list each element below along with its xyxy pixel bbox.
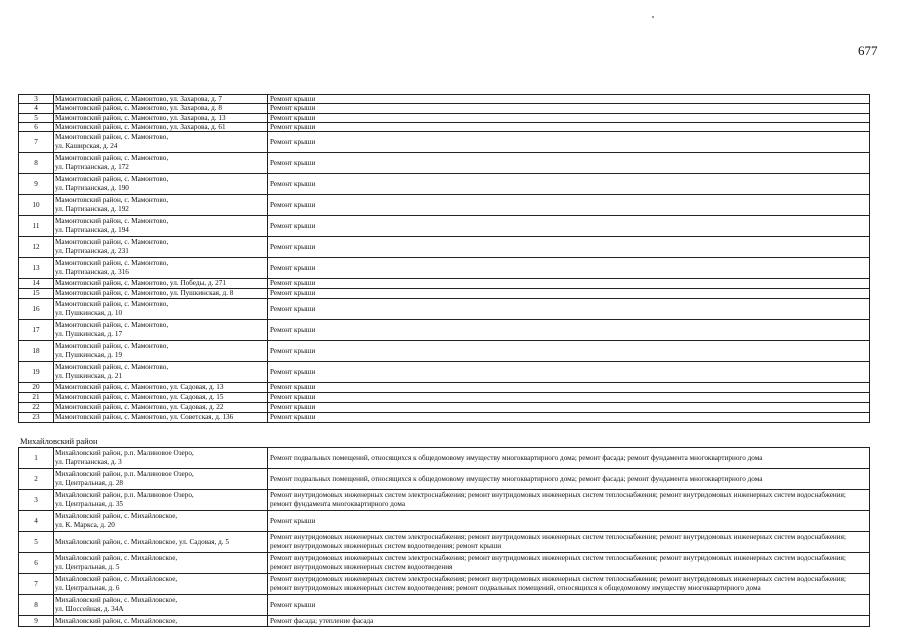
work-type-cell: Ремонт крыши bbox=[270, 179, 316, 188]
work-type-cell: Ремонт крыши bbox=[270, 263, 316, 272]
table-row bbox=[18, 341, 870, 362]
table-row bbox=[18, 289, 870, 299]
row-number: 20 bbox=[19, 383, 54, 392]
address-cell: Михайловский район, с. Михайловское, ул. Шоссейная, д. 34А bbox=[54, 595, 268, 615]
row-number: 18 bbox=[19, 341, 54, 361]
row-number: 19 bbox=[19, 362, 54, 382]
address-cell: Мамонтовский район, с. Мамонтово, ул. Каширская, д. 24 bbox=[54, 132, 268, 152]
work-type-cell: Ремонт внутридомовых инженерных систем электроснабжения; ремонт внутридомовых инженерных систем теплоснабжения; ремонт внутридомовых инженерных систем водоснабжения; ремонт фундамента многоквартирного дома bbox=[270, 491, 846, 508]
row-number: 2 bbox=[19, 469, 54, 489]
work-type-cell: Ремонт крыши bbox=[270, 600, 316, 609]
work-type-cell: Ремонт крыши bbox=[270, 123, 316, 131]
work-type-cell: Ремонт подвальных помещений, относящихся к общедомовому имуществу многоквартирного дома; ремонт фасада; ремонт фундамента многоквартирного дома bbox=[270, 474, 763, 483]
row-number: 15 bbox=[19, 289, 54, 298]
table-row bbox=[18, 532, 870, 553]
table-row bbox=[18, 403, 870, 413]
work-type-cell: Ремонт внутридомовых инженерных систем электроснабжения; ремонт внутридомовых инженерных систем теплоснабжения; ремонт внутридомовых инженерных систем водоснабжения; ремонт внутридомовых инженерных систем водоотведения bbox=[270, 554, 846, 571]
table-row bbox=[18, 574, 870, 595]
table-row bbox=[18, 195, 870, 216]
address-cell: Михайловский район, с. Михайловское, ул. Центральная, д. 5 bbox=[54, 553, 268, 573]
row-number: 12 bbox=[19, 237, 54, 257]
address-cell: Мамонтовский район, с. Мамонтово, ул. Захарова, д. 8 bbox=[54, 104, 268, 113]
district-heading-row bbox=[18, 423, 870, 447]
address-cell: Михайловский район, с. Михайловское, bbox=[54, 616, 268, 626]
table-row bbox=[18, 490, 870, 511]
address-cell: Мамонтовский район, с. Мамонтово, ул. Захарова, д. 13 bbox=[54, 114, 268, 122]
table-row bbox=[18, 595, 870, 616]
address-cell: Мамонтовский район, с. Мамонтово, ул. Садовая, д. 22 bbox=[54, 403, 268, 412]
table-row bbox=[18, 153, 870, 174]
table-row bbox=[18, 258, 870, 279]
address-cell: Мамонтовский район, с. Мамонтово, ул. Пушкинская, д. 17 bbox=[54, 320, 268, 340]
table-row bbox=[18, 553, 870, 574]
work-type-cell: Ремонт внутридомовых инженерных систем электроснабжения; ремонт внутридомовых инженерных систем теплоснабжения; ремонт внутридомовых инженерных систем водоснабжения; ремонт внутридомовых инженерных систем водоотведения; ремонт подвальных помещений, относящихся к общедомовому имуществу многоквартирного дома bbox=[270, 575, 846, 592]
row-number: 5 bbox=[19, 532, 54, 552]
table-row bbox=[18, 469, 870, 490]
page-number: 677 bbox=[858, 43, 878, 58]
work-type-cell: Ремонт крыши bbox=[270, 325, 316, 334]
table-row bbox=[18, 174, 870, 195]
work-type-cell: Ремонт крыши bbox=[270, 289, 316, 298]
table-row bbox=[18, 104, 870, 114]
address-cell: Михайловский район, с. Михайловское, ул. К. Маркса, д. 20 bbox=[54, 511, 268, 531]
district-heading: Михайловский район bbox=[20, 436, 98, 446]
row-number: 8 bbox=[19, 153, 54, 173]
address-cell: Мамонтовский район, с. Мамонтово, ул. Партизанская, д. 192 bbox=[54, 195, 268, 215]
repair-table bbox=[18, 94, 870, 627]
work-type-cell: Ремонт крыши bbox=[270, 200, 316, 209]
row-number: 3 bbox=[19, 490, 54, 510]
table-row bbox=[18, 362, 870, 383]
work-type-cell: Ремонт крыши bbox=[270, 304, 316, 313]
table-row bbox=[18, 279, 870, 289]
table-row bbox=[18, 393, 870, 403]
address-cell: Мамонтовский район, с. Мамонтово, ул. Садовая, д. 15 bbox=[54, 393, 268, 402]
table-row bbox=[18, 237, 870, 258]
address-cell: Мамонтовский район, с. Мамонтово, ул. Захарова, д. 7 bbox=[54, 95, 268, 103]
work-type-cell: Ремонт крыши bbox=[270, 403, 316, 412]
table-row bbox=[18, 299, 870, 320]
work-type-cell: Ремонт крыши bbox=[270, 279, 316, 288]
address-cell: Михайловский район, р.п. Малиновое Озеро, ул. Центральная, д. 28 bbox=[54, 469, 268, 489]
row-number: 14 bbox=[19, 279, 54, 288]
row-number: 13 bbox=[19, 258, 54, 278]
table-row bbox=[18, 447, 870, 469]
address-cell: Мамонтовский район, с. Мамонтово, ул. Захарова, д. 61 bbox=[54, 123, 268, 131]
work-type-cell: Ремонт крыши bbox=[270, 158, 316, 167]
work-type-cell: Ремонт крыши bbox=[270, 393, 316, 402]
table-section-mamontovsky bbox=[18, 94, 870, 423]
work-type-cell: Ремонт крыши bbox=[270, 383, 316, 392]
row-number: 9 bbox=[19, 616, 54, 626]
address-cell: Мамонтовский район, с. Мамонтово, ул. Советская, д. 136 bbox=[54, 413, 268, 422]
address-cell: Мамонтовский район, с. Мамонтово, ул. Партизанская, д. 316 bbox=[54, 258, 268, 278]
address-cell: Мамонтовский район, с. Мамонтово, ул. Партизанская, д. 172 bbox=[54, 153, 268, 173]
row-number: 17 bbox=[19, 320, 54, 340]
work-type-cell: Ремонт крыши bbox=[270, 242, 316, 251]
address-cell: Мамонтовский район, с. Мамонтово, ул. Победы, д. 271 bbox=[54, 279, 268, 288]
work-type-cell: Ремонт подвальных помещений, относящихся к общедомовому имуществу многоквартирного дома; ремонт фасада; ремонт фундамента многоквартирного дома bbox=[270, 453, 763, 462]
row-number: 1 bbox=[19, 448, 54, 468]
row-number: 11 bbox=[19, 216, 54, 236]
address-cell: Мамонтовский район, с. Мамонтово, ул. Садовая, д. 13 bbox=[54, 383, 268, 392]
row-number: 6 bbox=[19, 553, 54, 573]
address-cell: Михайловский район, р.п. Малиновое Озеро, ул. Партизанская, д. 3 bbox=[54, 448, 268, 468]
work-type-cell: Ремонт крыши bbox=[270, 221, 316, 230]
work-type-cell: Ремонт крыши bbox=[270, 516, 316, 525]
address-cell: Мамонтовский район, с. Мамонтово, ул. Пушкинская, д. 10 bbox=[54, 299, 268, 319]
row-number: 7 bbox=[19, 132, 54, 152]
work-type-cell: Ремонт крыши bbox=[270, 367, 316, 376]
row-number: 7 bbox=[19, 574, 54, 594]
address-cell: Михайловский район, р.п. Малиновое Озеро, ул. Центральная, д. 35 bbox=[54, 490, 268, 510]
scan-speck bbox=[652, 16, 654, 18]
row-number: 4 bbox=[19, 511, 54, 531]
table-row bbox=[18, 616, 870, 627]
table-row bbox=[18, 94, 870, 104]
address-cell: Мамонтовский район, с. Мамонтово, ул. Пушкинская, д. 8 bbox=[54, 289, 268, 298]
row-number: 21 bbox=[19, 393, 54, 402]
row-number: 5 bbox=[19, 114, 54, 122]
work-type-cell: Ремонт крыши bbox=[270, 114, 316, 122]
address-cell: Михайловский район, с. Михайловское, ул. Садовая, д. 5 bbox=[54, 532, 268, 552]
address-cell: Мамонтовский район, с. Мамонтово, ул. Пушкинская, д. 21 bbox=[54, 362, 268, 382]
row-number: 4 bbox=[19, 104, 54, 113]
work-type-cell: Ремонт крыши bbox=[270, 346, 316, 355]
row-number: 6 bbox=[19, 123, 54, 131]
table-row bbox=[18, 511, 870, 532]
row-number: 3 bbox=[19, 95, 54, 103]
address-cell: Мамонтовский район, с. Мамонтово, ул. Партизанская, д. 190 bbox=[54, 174, 268, 194]
work-type-cell: Ремонт крыши bbox=[270, 137, 316, 146]
table-row bbox=[18, 114, 870, 123]
address-cell: Михайловский район, с. Михайловское, ул. Центральная, д. 6 bbox=[54, 574, 268, 594]
table-row bbox=[18, 123, 870, 132]
address-cell: Мамонтовский район, с. Мамонтово, ул. Партизанская, д. 231 bbox=[54, 237, 268, 257]
row-number: 22 bbox=[19, 403, 54, 412]
address-cell: Мамонтовский район, с. Мамонтово, ул. Партизанская, д. 194 bbox=[54, 216, 268, 236]
table-row bbox=[18, 216, 870, 237]
table-section-mikhailovsky bbox=[18, 447, 870, 627]
row-number: 16 bbox=[19, 299, 54, 319]
table-row bbox=[18, 320, 870, 341]
row-number: 10 bbox=[19, 195, 54, 215]
row-number: 8 bbox=[19, 595, 54, 615]
table-row bbox=[18, 132, 870, 153]
work-type-cell: Ремонт крыши bbox=[270, 95, 316, 103]
work-type-cell: Ремонт фасада; утепление фасада bbox=[270, 616, 374, 625]
work-type-cell: Ремонт крыши bbox=[270, 104, 316, 113]
table-row bbox=[18, 383, 870, 393]
row-number: 9 bbox=[19, 174, 54, 194]
address-cell: Мамонтовский район, с. Мамонтово, ул. Пушкинская, д. 19 bbox=[54, 341, 268, 361]
table-row bbox=[18, 413, 870, 423]
work-type-cell: Ремонт крыши bbox=[270, 413, 316, 422]
row-number: 23 bbox=[19, 413, 54, 422]
work-type-cell: Ремонт внутридомовых инженерных систем электроснабжения; ремонт внутридомовых инженерных систем теплоснабжения; ремонт внутридомовых инженерных систем водоснабжения; ремонт внутридомовых инженерных систем водоотведения; ремонт крыши bbox=[270, 533, 846, 550]
